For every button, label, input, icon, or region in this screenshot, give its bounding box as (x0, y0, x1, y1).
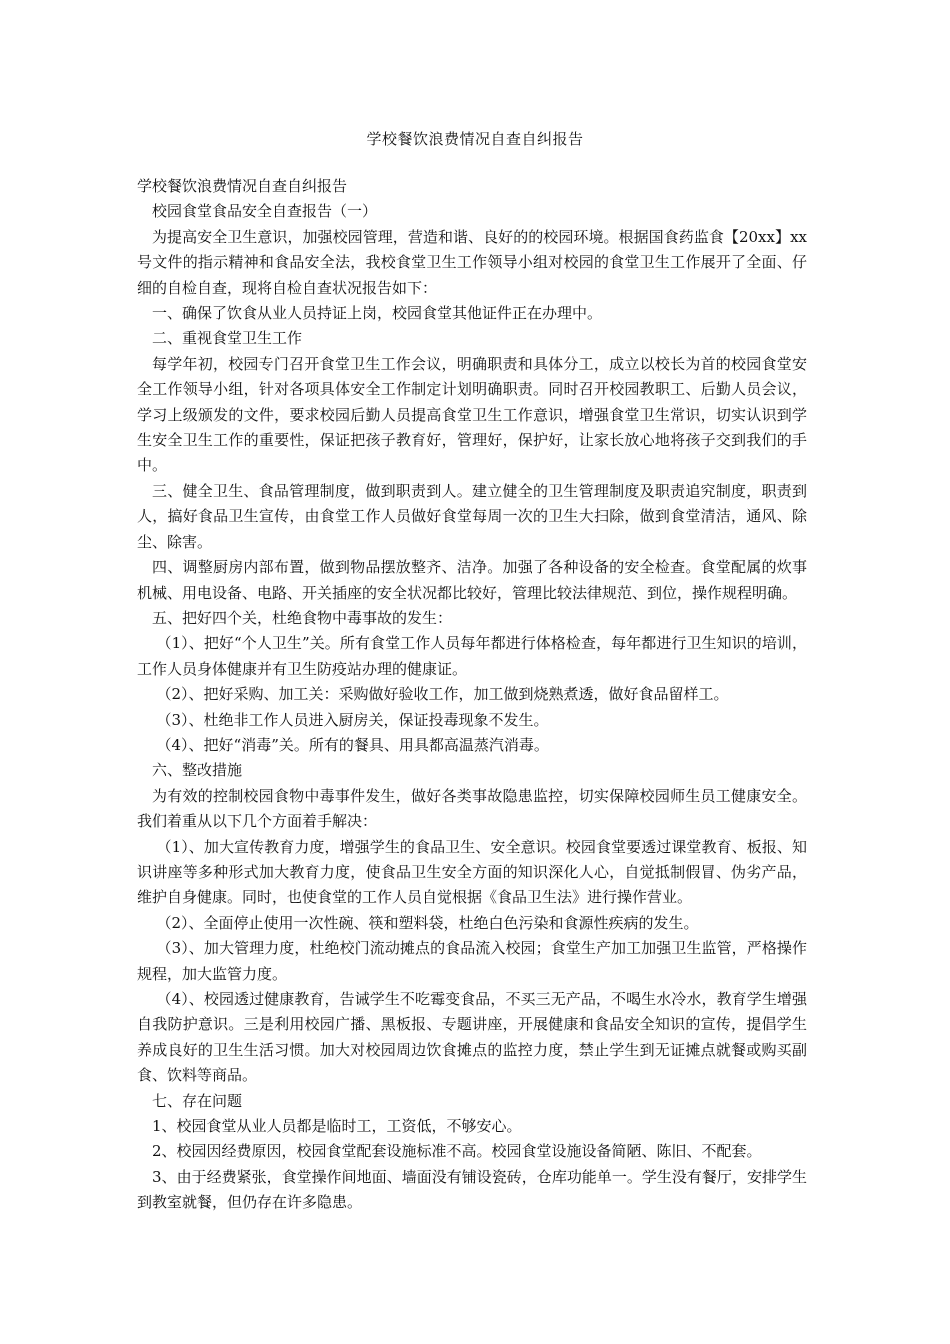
list-item-5-2: （2）、把好采购、加工关：采购做好验收工作，加工做到烧熟煮透，做好食品留样工。 (156, 685, 729, 704)
paragraph-section-3: 三、健全卫生、食品管理制度，做到职责到人。建立健全的卫生管理制度及职责追究制度，职责到人，搞好食品卫生宣传，由食堂工作人员做好食堂每周一次的卫生大扫除，做到食堂清洁，通风、除尘、除害。 (137, 481, 807, 551)
document-title: 学校餐饮浪费情况自查自纠报告 (366, 130, 584, 148)
list-item-5-3: （3）、杜绝非工作人员进入厨房关，保证投毒现象不发生。 (156, 710, 549, 729)
section-heading-6: 六、整改措施 (152, 761, 243, 780)
section-heading-2: 二、重视食堂卫生工作 (152, 329, 303, 348)
paragraph-subtitle: 学校餐饮浪费情况自查自纠报告 (137, 177, 348, 195)
paragraph-section-4: 四、调整厨房内部布置，做到物品摆放整齐、洁净。加强了各种设备的安全检查。食堂配属的炊事机械、用电设备、电路、开关插座的安全状况都比较好，管理比较法律规范、到位，操作规程明确。 (137, 558, 807, 602)
list-item-7-2: 2、校园因经费原因，校园食堂配套设施标准不高。校园食堂设施设备简陋、陈旧、不配套。 (152, 1142, 762, 1161)
list-item-6-4: （4）、校园透过健康教育，告诫学生不吃霉变食品，不买三无产品，不喝生水冷水，教育学生增强自我防护意识。三是利用校园广播、黑板报、专题讲座，开展健康和食品安全知识的宣传，提倡学生养成良好的卫生生活习惯。加大对校园周边饮食摊点的监控力度，禁止学生到无证摊点就餐或购买副食、饮料等商品。 (137, 990, 807, 1085)
paragraph-section-6-body: 为有效的控制校园食物中毒事件发生，做好各类事故隐患监控，切实保障校园师生员工健康安全。我们着重从以下几个方面着手解决： (137, 786, 807, 831)
list-item-5-4: （4）、把好“消毒”关。所有的餐具、用具都高温蒸汽消毒。 (156, 735, 549, 754)
list-item-7-1: 1、校园食堂从业人员都是临时工，工资低，不够安心。 (152, 1117, 522, 1136)
list-item-6-1: （1）、加大宣传教育力度，增强学生的食品卫生、安全意识。校园食堂要透过课堂教育、板报、知识讲座等多种形式加大教育力度，使食品卫生安全方面的知识深化人心，自觉抵制假冒、伪劣产品，维护自身健康。同时，也使食堂的工作人员自觉根据《食品卫生法》进行操作营业。 (137, 837, 807, 907)
paragraph-section-2-body: 每学年初，校园专门召开食堂卫生工作会议，明确职责和具体分工，成立以校长为首的校园食堂安全工作领导小组，针对各项具体安全工作制定计划明确职责。同时召开校园教职工、后勤人员会议，学习上级颁发的文件，要求校园后勤人员提高食堂卫生工作意识，增强食堂卫生常识，切实认识到学生安全卫生工作的重要性，保证把孩子教育好，管理好，保护好，让家长放心地将孩子交到我们的手中。 (137, 354, 807, 475)
section-heading-5: 五、把好四个关，杜绝食物中毒事故的发生： (152, 608, 453, 627)
list-item-7-3: 3、由于经费紧张，食堂操作间地面、墙面没有铺设瓷砖，仓库功能单一。学生没有餐厅，安排学生到教室就餐，但仍存在许多隐患。 (137, 1167, 807, 1212)
list-item-5-1: （1）、把好“个人卫生”关。所有食堂工作人员每年都进行体格检查，每年都进行卫生知识的培训，工作人员身体健康并有卫生防疫站办理的健康证。 (137, 634, 807, 678)
paragraph-section-1: 一、确保了饮食从业人员持证上岗，校园食堂其他证件正在办理中。 (152, 304, 603, 323)
paragraph-report-heading: 校园食堂食品安全自查报告（一） (152, 202, 378, 221)
list-item-6-2: （2）、全面停止使用一次性碗、筷和塑料袋，杜绝白色污染和食源性疾病的发生。 (156, 913, 699, 932)
section-heading-7: 七、存在问题 (152, 1091, 243, 1110)
document-body (137, 174, 807, 1216)
list-item-6-3: （3）、加大管理力度，杜绝校门流动摊点的食品流入校园；食堂生产加工加强卫生监管，严格操作规程，加大监管力度。 (137, 939, 807, 983)
paragraph-intro: 为提高安全卫生意识，加强校园管理，营造和谐、良好的的校园环境。根据国食药监食【20xx】xx号文件的指示精神和食品安全法，我校食堂卫生工作领导小组对校园的食堂卫生工作展开了全面、仔细的自检自查，现将自检自查状况报告如下： (137, 227, 807, 297)
